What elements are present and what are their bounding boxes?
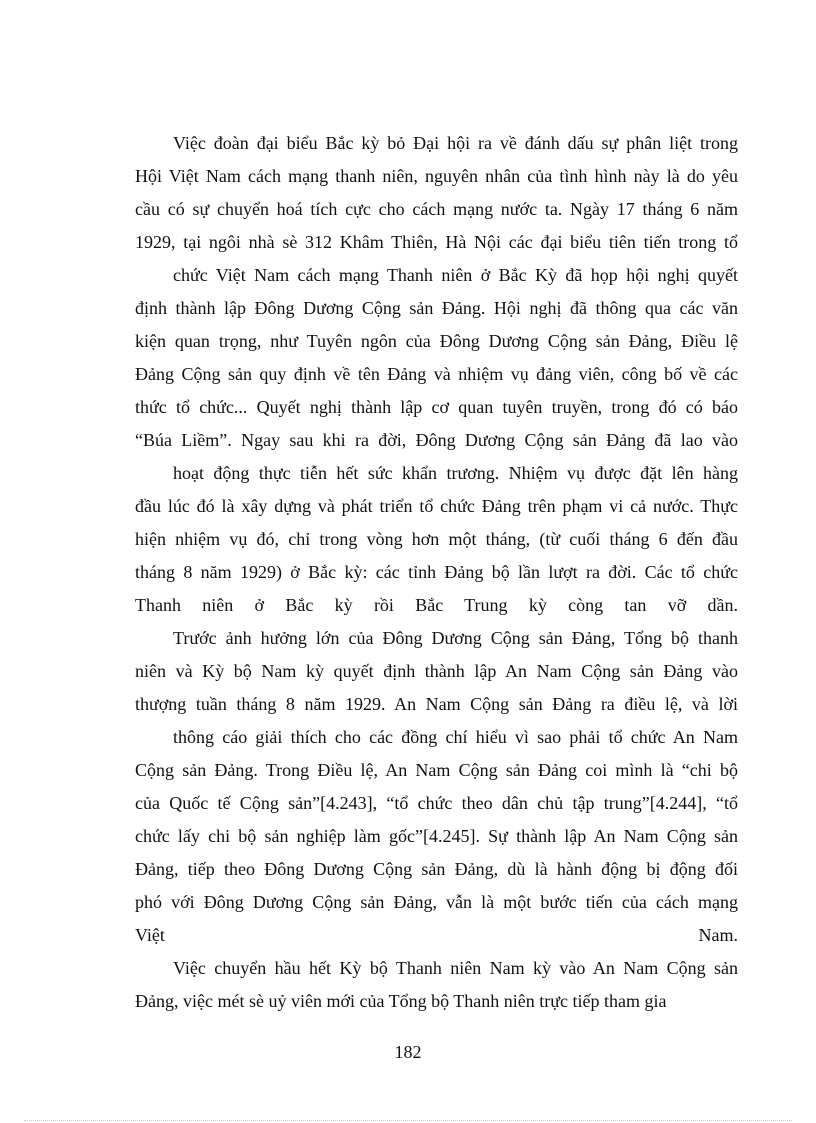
text-line: thức tổ chức... Quyết nghị thành lập cơ quan tuyên truyền, trong đó có báo [135, 397, 738, 417]
text-line: Việc đoàn đại biểu Bắc kỳ bỏ Đại hội ra về đánh dấu sự phân liệt trong [173, 133, 738, 153]
text-line: Cộng sản Đảng. Trong Điều lệ, An Nam Cộng sản Đảng coi mình là “chi bộ [135, 760, 738, 780]
text-line: Thanh niên ở Bắc kỳ rồi Bắc Trung kỳ còng tan vỡ dần. [135, 595, 738, 615]
text-line: 1929, tại ngôi nhà sè 312 Khâm Thiên, Hà Nội các đại biểu tiên tiến trong tổ [135, 232, 738, 252]
text-line: thông cáo giải thích cho các đồng chí hiểu vì sao phải tổ chức An Nam [173, 727, 738, 747]
text-line: Việc chuyển hầu hết Kỳ bộ Thanh niên Nam kỳ vào An Nam Cộng sản [173, 958, 738, 978]
page-number: 182 [394, 1042, 422, 1062]
text-line: của Quốc tế Cộng sản”[4.243], “tổ chức theo dân chủ tập trung”[4.244], “tổ [135, 793, 738, 813]
text-line: “Búa Liềm”. Ngay sau khi ra đời, Đông Dương Cộng sản Đảng đã lao vào [135, 430, 738, 450]
text-line: đầu lúc đó là xây dựng và phát triển tổ chức Đảng trên phạm vi cả nước. Thực [135, 496, 738, 516]
text-line: Hội Việt Nam cách mạng thanh niên, nguyên nhân của tình hình này là do yêu [135, 166, 738, 186]
text-line: hiện nhiệm vụ đó, chỉ trong vòng hơn một tháng, (từ cuối tháng 6 đến đầu [135, 529, 738, 549]
page-bottom-rule [24, 1120, 792, 1121]
text-line: chức lấy chi bộ sản nghiệp làm gốc”[4.245]. Sự thành lập An Nam Cộng sản [135, 826, 738, 846]
text-line: Đảng, tiếp theo Đông Dương Cộng sản Đảng, dù là hành động bị động đối [135, 859, 738, 879]
text-line: thượng tuần tháng 8 năm 1929. An Nam Cộng sản Đảng ra điều lệ, và lời [135, 694, 738, 714]
text-line: Đảng Cộng sản quy định về tên Đảng và nhiệm vụ đảng viên, công bố về các [135, 364, 738, 384]
text-line: Việt Nam. [135, 925, 738, 945]
text-line: kiện quan trọng, như Tuyên ngôn của Đông Dương Cộng sản Đảng, Điều lệ [135, 331, 738, 351]
text-line: Đảng, việc mét sè uỷ viên mới của Tổng bộ Thanh niên trực tiếp tham gia [135, 991, 667, 1011]
text-line: niên và Kỳ bộ Nam kỳ quyết định thành lập An Nam Cộng sản Đảng vào [135, 661, 738, 681]
text-line: chức Việt Nam cách mạng Thanh niên ở Bắc Kỳ đã họp hội nghị quyết [173, 265, 738, 285]
text-line: cầu có sự chuyển hoá tích cực cho cách mạng nước ta. Ngày 17 tháng 6 năm [135, 199, 738, 219]
text-line: Trước ảnh hưởng lớn của Đông Dương Cộng sản Đảng, Tổng bộ thanh [173, 628, 738, 648]
text-line: phó với Đông Dương Cộng sản Đảng, vẫn là một bước tiến của cách mạng [135, 892, 738, 912]
text-line: tháng 8 năm 1929) ở Bắc kỳ: các tỉnh Đảng bộ lần lượt ra đời. Các tổ chức [135, 562, 738, 582]
text-line: hoạt động thực tiễn hết sức khẩn trương. Nhiệm vụ được đặt lên hàng [173, 463, 738, 483]
text-line: định thành lập Đông Dương Cộng sản Đảng. Hội nghị đã thông qua các văn [135, 298, 738, 318]
